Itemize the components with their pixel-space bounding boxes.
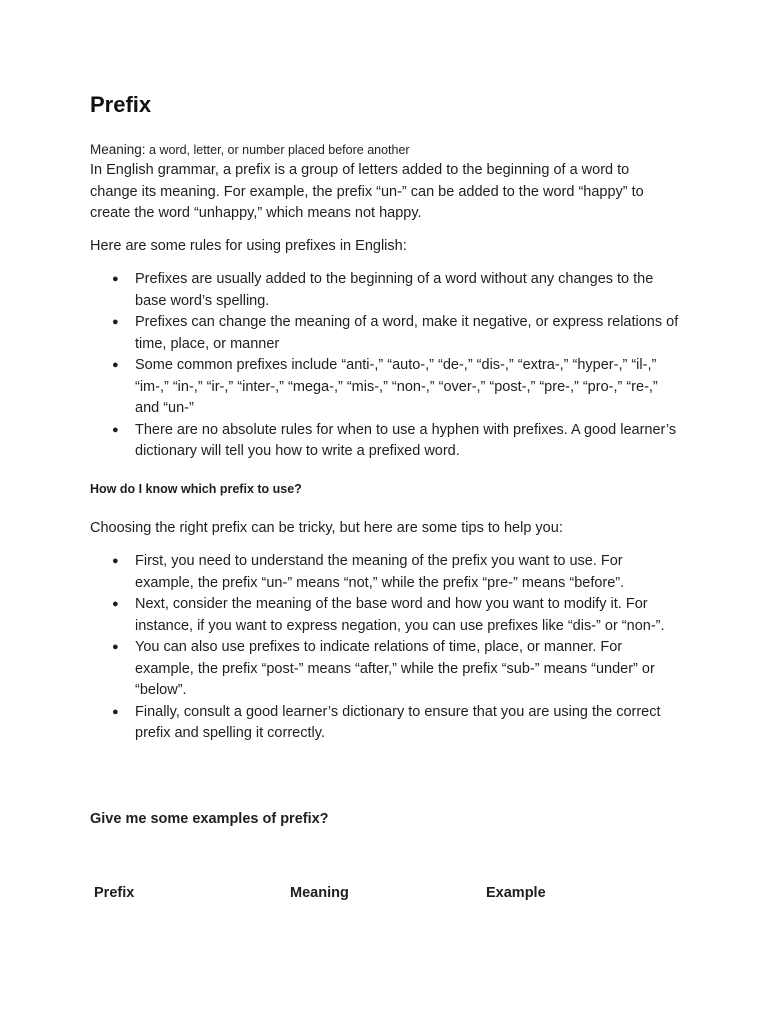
list-item — [90, 551, 690, 594]
meaning-label: Meaning: — [90, 142, 146, 157]
bullet-icon: ● — [112, 273, 119, 285]
list-item — [90, 312, 690, 355]
page-title: Prefix — [90, 92, 152, 117]
column-header-example: Example — [486, 885, 546, 901]
bullet-icon: ● — [112, 555, 119, 567]
bullet-icon: ● — [112, 316, 119, 328]
bullet-icon: ● — [112, 705, 119, 718]
meaning-text: a word, letter, or number placed before another — [145, 143, 410, 157]
which-prefix-heading: How do I know which prefix to use? — [90, 482, 302, 496]
list-item — [90, 594, 690, 637]
list-item — [90, 702, 690, 745]
list-item-text: Prefixes are usually added to the beginning of a word without any changes to the base word’s spelling. — [135, 271, 654, 309]
list-item — [90, 355, 690, 420]
list-item-text: There are no absolute rules for when to use a hyphen with prefixes. A good learner’s dictionary will tell you how to write a prefixed word. — [135, 421, 677, 459]
list-item-text: First, you need to understand the meaning of the prefix you want to use. For example, the prefix “un-” means “not,” while the prefix “pre-” means “before”. — [135, 553, 625, 591]
list-item-text: Finally, consult a good learner’s dictionary to ensure that you are using the correct prefix and spelling it correctly. — [135, 703, 661, 741]
list-item-text: Prefixes can change the meaning of a word, make it negative, or express relations of time, place, or manner — [135, 314, 679, 352]
list-item-text: Next, consider the meaning of the base word and how you want to modify it. For instance, if you want to express negation, you can use prefixes like “dis-” or “non-”. — [135, 596, 665, 634]
list-item — [90, 420, 690, 463]
tips-intro: Choosing the right prefix can be tricky, but here are some tips to help you: — [90, 520, 563, 536]
bullet-icon: ● — [112, 641, 119, 653]
bullet-icon: ● — [112, 359, 119, 371]
column-header-prefix: Prefix — [94, 885, 135, 901]
examples-heading: Give me some examples of prefix? — [90, 811, 329, 827]
rules-intro: Here are some rules for using prefixes in English: — [90, 238, 407, 254]
tips-list — [90, 551, 690, 745]
list-item-text: You can also use prefixes to indicate relations of time, place, or manner. For example, the prefix “post-” means “after,” while the prefix “sub-” means “under” or “below”. — [135, 639, 655, 698]
meaning-line — [90, 142, 410, 158]
list-item-text: Some common prefixes include “anti-,” “auto-,” “de-,” “dis-,” “extra-,” “hyper-,” “il-,” “im-,” “in-,” “ir-,” “inter-,” “mega-,” “mis-,” “non-,” “over-,” “post-,” “pre-,” “pro-,” “re-,” and “un-” — [135, 357, 658, 416]
bullet-icon: ● — [112, 423, 119, 436]
bullet-icon: ● — [112, 598, 119, 610]
column-header-meaning: Meaning — [290, 885, 349, 901]
rules-list — [90, 269, 690, 463]
intro-paragraph: In English grammar, a prefix is a group of letters added to the beginning of a word to change its meaning. For example, the prefix “un-” can be added to the word “happy” to create the word “unhappy,” which means not happy. — [90, 162, 644, 221]
list-item — [90, 637, 690, 702]
list-item — [90, 269, 690, 312]
